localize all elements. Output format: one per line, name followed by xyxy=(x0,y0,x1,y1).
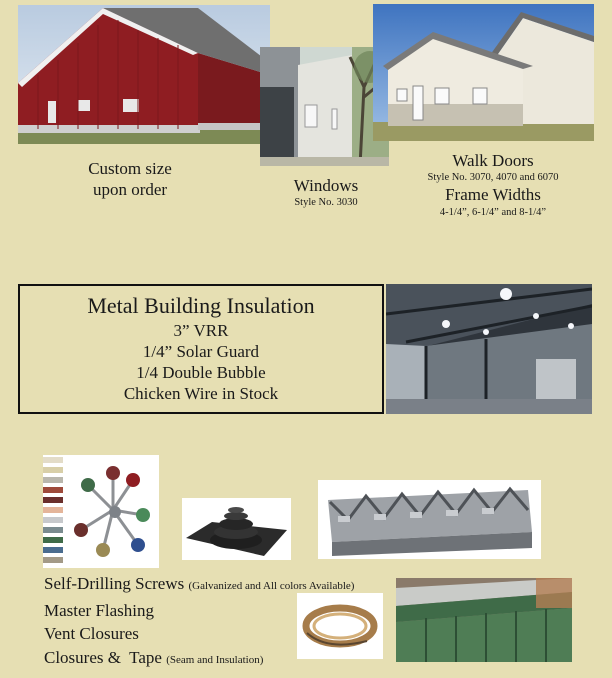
insulation-interior-photo xyxy=(386,284,592,414)
vent-label: Vent Closures xyxy=(44,624,139,643)
accessory-list xyxy=(44,572,404,672)
windows-title: Windows xyxy=(293,176,359,195)
screws-line xyxy=(44,572,404,599)
flashing-label: Master Flashing xyxy=(44,600,155,620)
screws-label: Self-Drilling Screws xyxy=(44,574,185,593)
walk-doors-title: Walk Doors xyxy=(452,151,534,170)
frame-widths-sizes: 4-1/4”, 6-1/4” and 8-1/4” xyxy=(439,206,547,218)
vent-closure-photo xyxy=(318,480,541,559)
insulation-item-1: 3” VRR xyxy=(173,320,229,340)
closures-label: Closures & Tape xyxy=(44,647,162,667)
closures-line xyxy=(44,646,404,673)
walk-doors-photo xyxy=(373,4,594,141)
insulation-item-4: Chicken Wire in Stock xyxy=(123,384,279,404)
master-flashing-photo xyxy=(182,498,291,560)
red-building-photo xyxy=(18,5,270,144)
closures-note: (Seam and Insulation) xyxy=(166,653,264,666)
insulation-item-2: 1/4” Solar Guard xyxy=(142,341,260,361)
insulation-heading: Metal Building Insulation xyxy=(87,293,315,318)
windows-style: Style No. 3030 xyxy=(294,197,358,209)
trim-closure-photo xyxy=(396,578,572,662)
custom-size-caption xyxy=(60,158,200,201)
custom-size-line1: Custom size xyxy=(88,159,172,178)
walk-doors-caption xyxy=(402,150,584,219)
screws-photo xyxy=(43,455,159,568)
insulation-box xyxy=(18,284,384,414)
frame-widths-title: Frame Widths xyxy=(445,185,541,205)
walk-doors-style: Style No. 3070, 4070 and 6070 xyxy=(427,172,559,184)
insulation-item-3: 1/4 Double Bubble xyxy=(136,363,266,382)
screws-note: (Galvanized and All colors Available) xyxy=(188,580,355,592)
windows-photo xyxy=(260,47,389,166)
custom-size-line2: upon order xyxy=(92,180,168,200)
windows-caption xyxy=(270,175,382,209)
